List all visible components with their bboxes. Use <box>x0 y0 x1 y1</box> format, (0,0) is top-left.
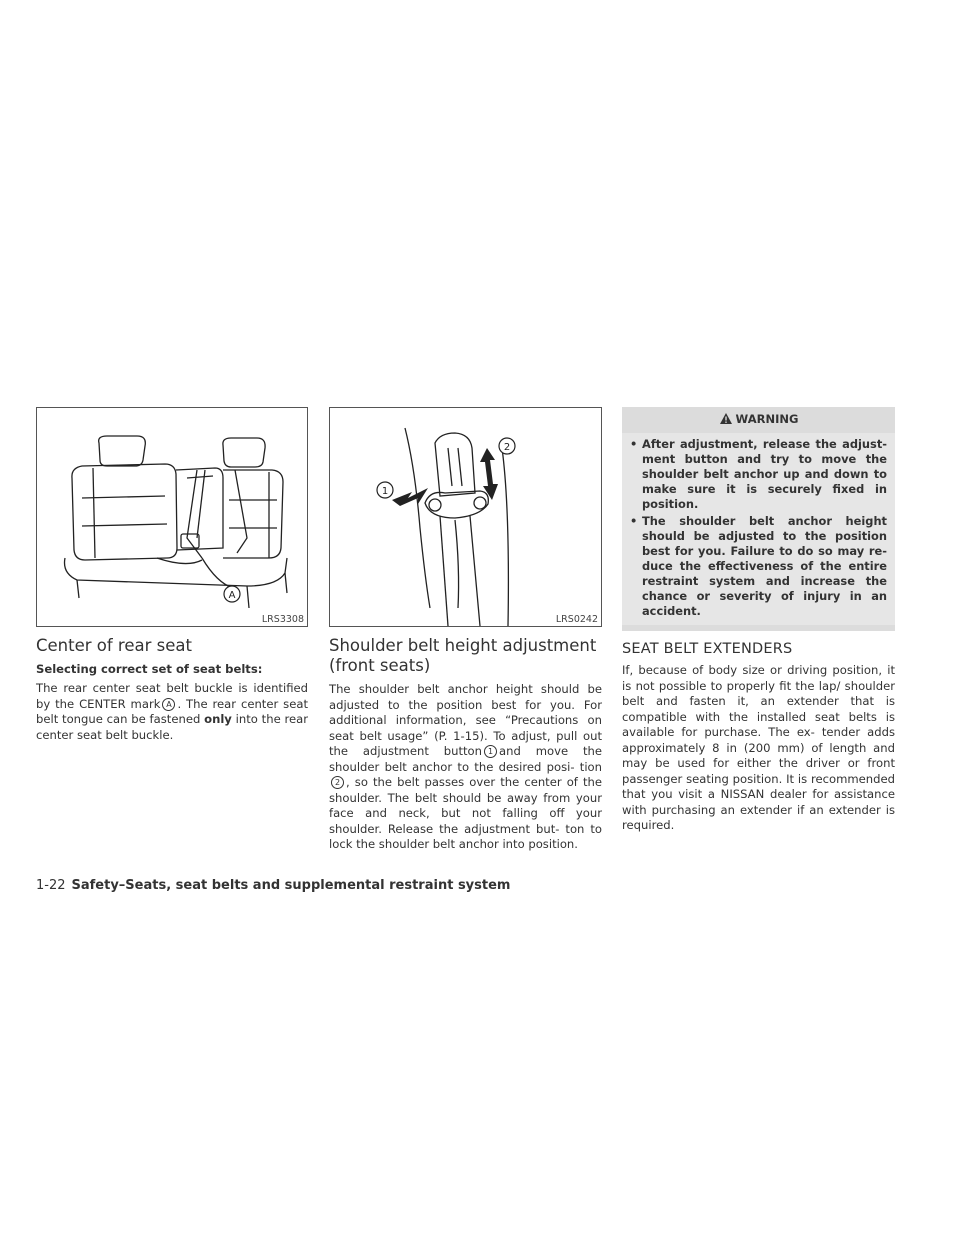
callout-a-icon: A <box>162 698 175 711</box>
pull-arrow <box>392 488 428 506</box>
page-number: 1-22 <box>36 878 66 893</box>
callout-2-icon: 2 <box>331 776 344 789</box>
emphasis-only: only <box>204 712 232 726</box>
section-heading: Center of rear seat <box>36 636 192 655</box>
shoulder-belt-illustration <box>330 408 601 626</box>
column-left <box>36 407 308 743</box>
callout-1-icon: 1 <box>484 745 497 758</box>
warning-title: WARNING <box>735 412 799 426</box>
warning-item <box>630 437 887 512</box>
warning-item <box>630 514 887 619</box>
subheading: Selecting correct set of seat belts: <box>36 662 263 676</box>
section-heading: SEAT BELT EXTENDERS <box>622 641 793 657</box>
warning-icon <box>719 412 733 428</box>
bullet: • <box>630 437 638 451</box>
page-footer <box>36 878 510 893</box>
rear-seat-figure <box>36 407 308 627</box>
figure-code: LRS3308 <box>261 614 304 625</box>
text-run: . The rear center seat belt tongue can be fastened <box>36 696 308 726</box>
column-middle <box>329 407 602 853</box>
warning-header <box>622 407 895 433</box>
figure-code: LRS0242 <box>555 614 598 625</box>
bullet: • <box>630 514 638 528</box>
warning-text: After adjustment, release the adjust- ment button and try to move the shoulder belt anchor up and down to make sure it is securely fixed in position. <box>642 437 887 511</box>
column-right <box>622 407 895 834</box>
shoulder-belt-figure <box>329 407 602 627</box>
rear-seat-illustration <box>37 408 307 626</box>
warning-text: The shoulder belt anchor height should be adjusted to the position best for you. Failure to do so may re- duce the effectiveness of the entire restraint system and increase the chance or severity of injury in an accident. <box>642 514 887 618</box>
text-run: The shoulder belt anchor height should be adjusted to the position best for you. For additional information, see “Precautions on seat belt usage” (P. 1-15). To adjust, pull out the adjustment button <box>329 682 602 758</box>
callout-2-label: 2 <box>503 442 511 453</box>
callout-1-label: 1 <box>381 486 389 497</box>
body-paragraph <box>36 681 308 743</box>
text-run: and move the shoulder belt anchor to the desired posi- tion <box>329 744 603 774</box>
body-paragraph: If, because of body size or driving position, it is not possible to properly fit the lap/ shoulder belt and fasten it, an extender that is compatible with the installed seat belts is available for purchase. The ex- tender adds approximately 8 in (200 mm) of length and may be used for either the driver or front passenger seating position. It is recommended that you visit a NISSAN dealer for assistance with purchasing an extender if an extender is required. <box>622 663 895 832</box>
text-run: , so the belt passes over the center of the shoulder. The belt should be away from your face and neck, but not falling off your shoulder. Release the adjustment but- ton to lock the shoulder belt anchor into position. <box>329 775 602 851</box>
text-run: The rear center seat belt buckle is identified by the CENTER mark <box>36 681 308 711</box>
section-heading: Shoulder belt height adjustment (front seats) <box>329 636 597 675</box>
warning-box <box>622 407 895 631</box>
warning-body <box>622 433 895 625</box>
text-run: into the rear center seat belt buckle. <box>36 712 309 742</box>
footer-section-title: Safety–Seats, seat belts and supplemental restraint system <box>71 878 511 893</box>
body-paragraph <box>329 682 602 853</box>
callout-a-label: A <box>228 590 236 601</box>
